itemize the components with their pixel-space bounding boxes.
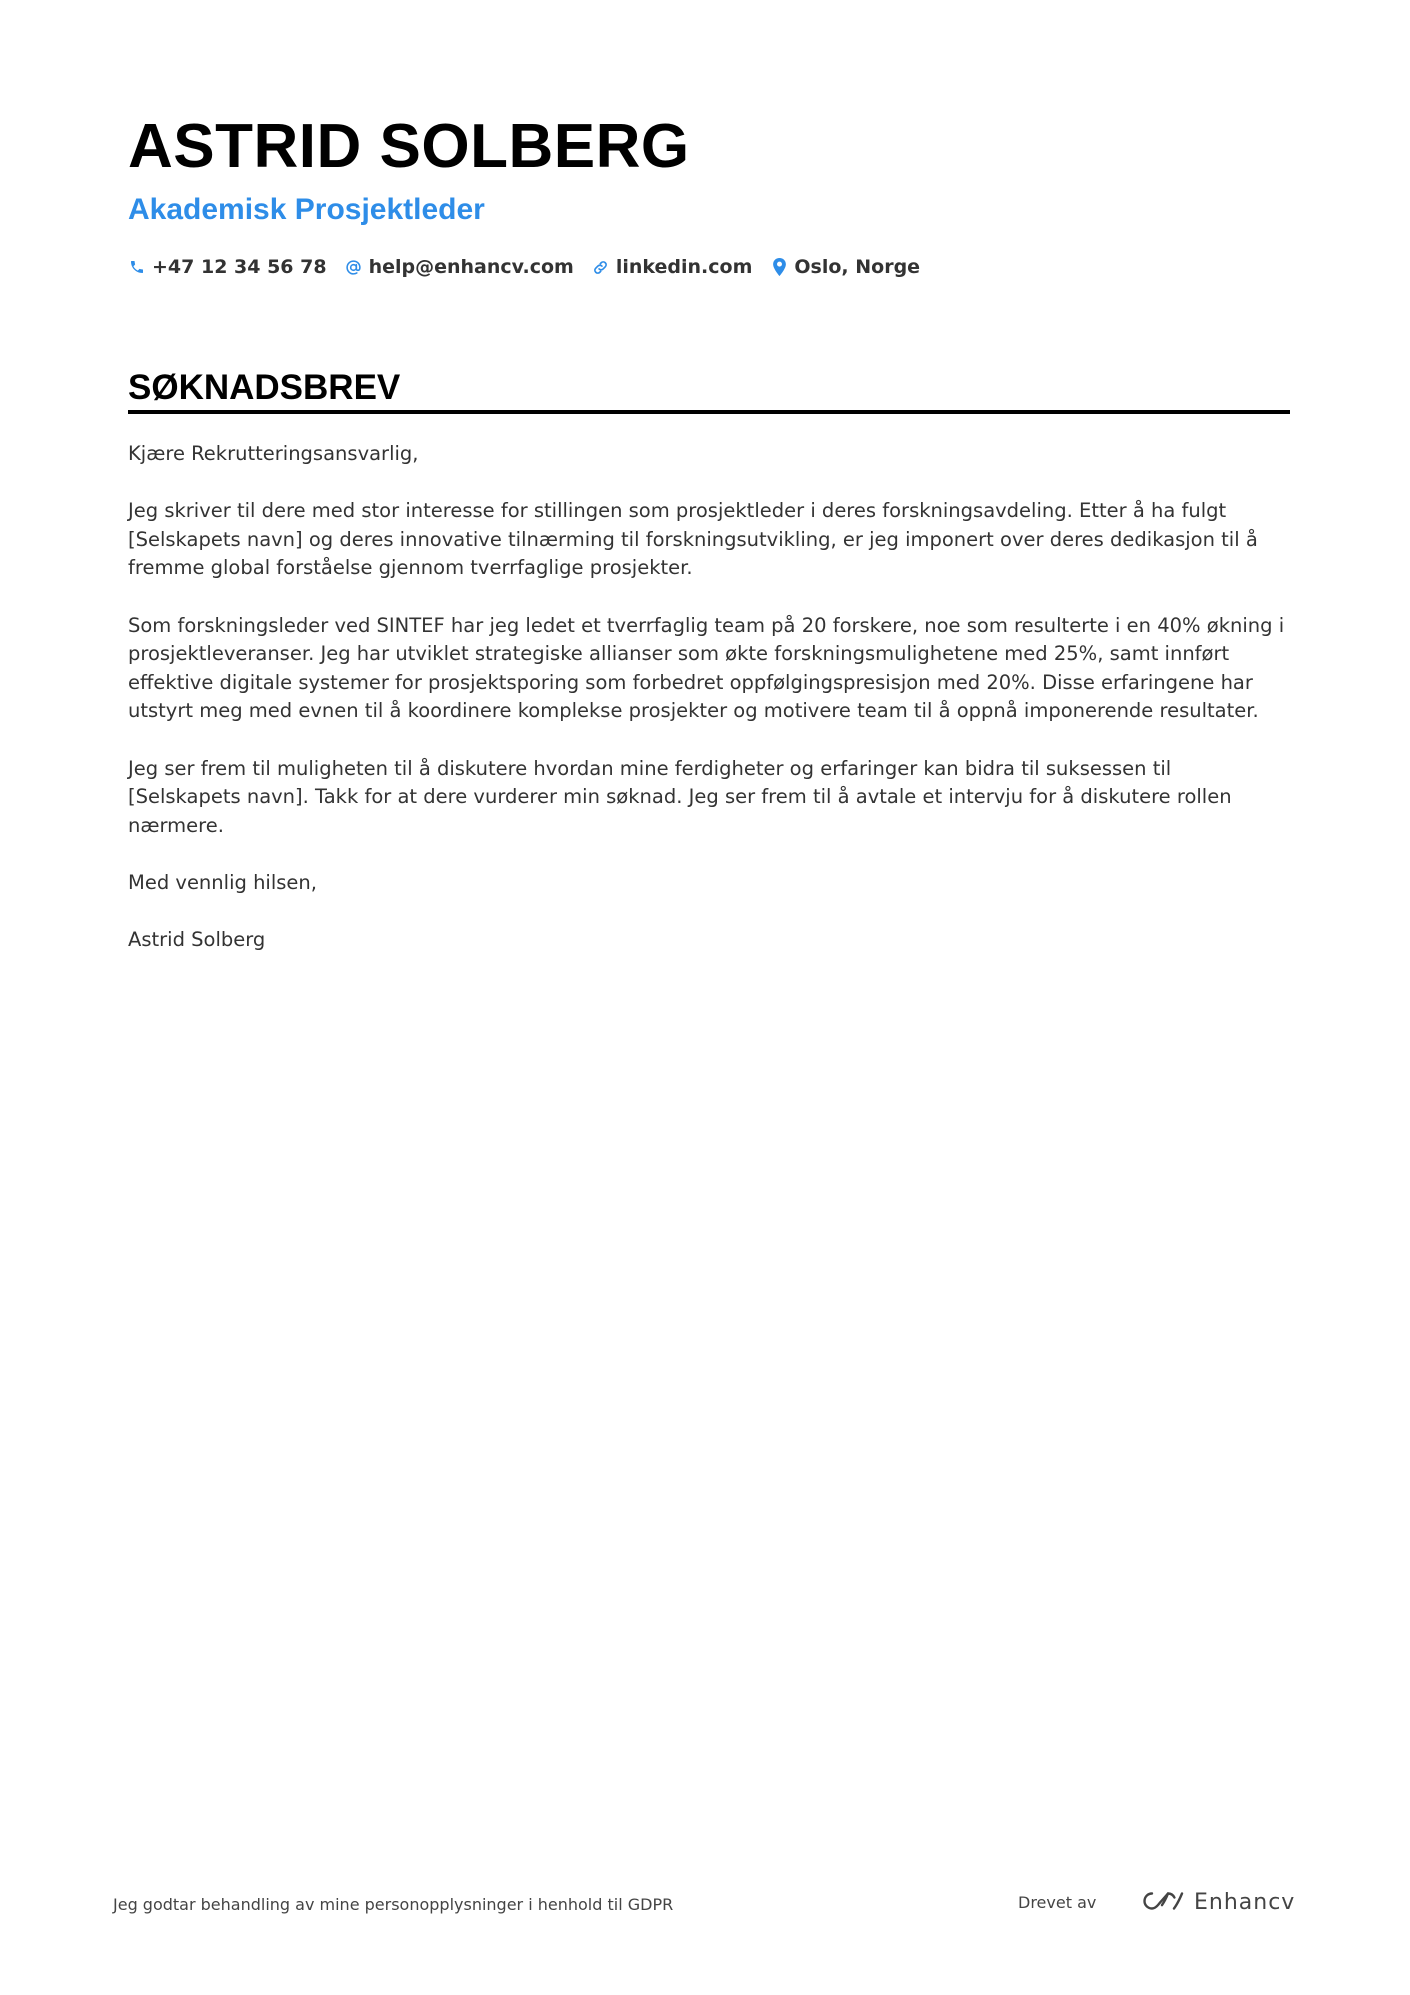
candidate-name: ASTRID SOLBERG [128,112,690,181]
letter-paragraph: Jeg skriver til dere med stor interesse for stillingen som prosjektleder i deres forskningsavdeling. Etter å ha fulgt [Selskapets navn] og deres innovative tilnærming til forskningsutvikling, er jeg imponert over deres dedikasjon til å fremme global forståelse gjennom tverrfaglige prosjekter. [128,499,1258,580]
section-heading: SØKNADSBREV [128,368,401,407]
candidate-title: Akademisk Prosjektleder [128,193,485,226]
contact-location-text: Oslo, Norge [794,256,921,278]
enhancv-brand-name: Enhancv [1194,1890,1296,1915]
contact-linkedin-text: linkedin.com [615,256,753,278]
powered-by-label: Drevet av [1018,1893,1097,1912]
letter-signature: Astrid Solberg [128,928,266,952]
contact-phone-text: +47 12 34 56 78 [152,256,327,278]
contact-list [128,252,920,282]
section-divider [128,410,1290,414]
contact-location [770,252,920,282]
letter-greeting: Kjære Rekrutteringsansvarlig, [128,442,419,465]
contact-email[interactable] [345,252,574,282]
enhancv-logo-icon [1138,1889,1184,1918]
enhancv-brand[interactable] [1138,1888,1295,1918]
contact-email-text: help@enhancv.com [368,256,574,278]
letter-body [128,440,1290,983]
letter-closing: Med vennlig hilsen, [128,870,317,894]
at-icon [345,258,363,276]
gdpr-consent-text: Jeg godtar behandling av mine personopplysninger i henhold til GDPR [113,1895,674,1914]
letter-paragraph: Jeg ser frem til muligheten til å diskutere hvordan mine ferdigheter og erfaringer kan bidra til suksessen til [Selskapets navn]. Takk for at dere vurderer min søknad. Jeg ser frem til å avtale et intervju for å diskutere rollen nærmere. [128,756,1232,837]
contact-phone[interactable] [128,252,327,282]
link-icon [592,258,610,276]
location-pin-icon [770,258,788,276]
phone-icon [128,258,146,276]
contact-linkedin[interactable] [592,252,753,282]
letter-paragraph: Som forskningsleder ved SINTEF har jeg ledet et tverrfaglig team på 20 forskere, noe som resulterte i en 40% økning i prosjektleveranser. Jeg har utviklet strategiske allianser som økte forskningsmulighetene med 25%, samt innført effektive digitale systemer for prosjektsporing som forbedret oppfølgingspresisjon med 20%. Disse erfaringene har utstyrt meg med evnen til å koordinere komplekse prosjekter og motivere team til å oppnå imponerende resultater. [128,613,1285,723]
